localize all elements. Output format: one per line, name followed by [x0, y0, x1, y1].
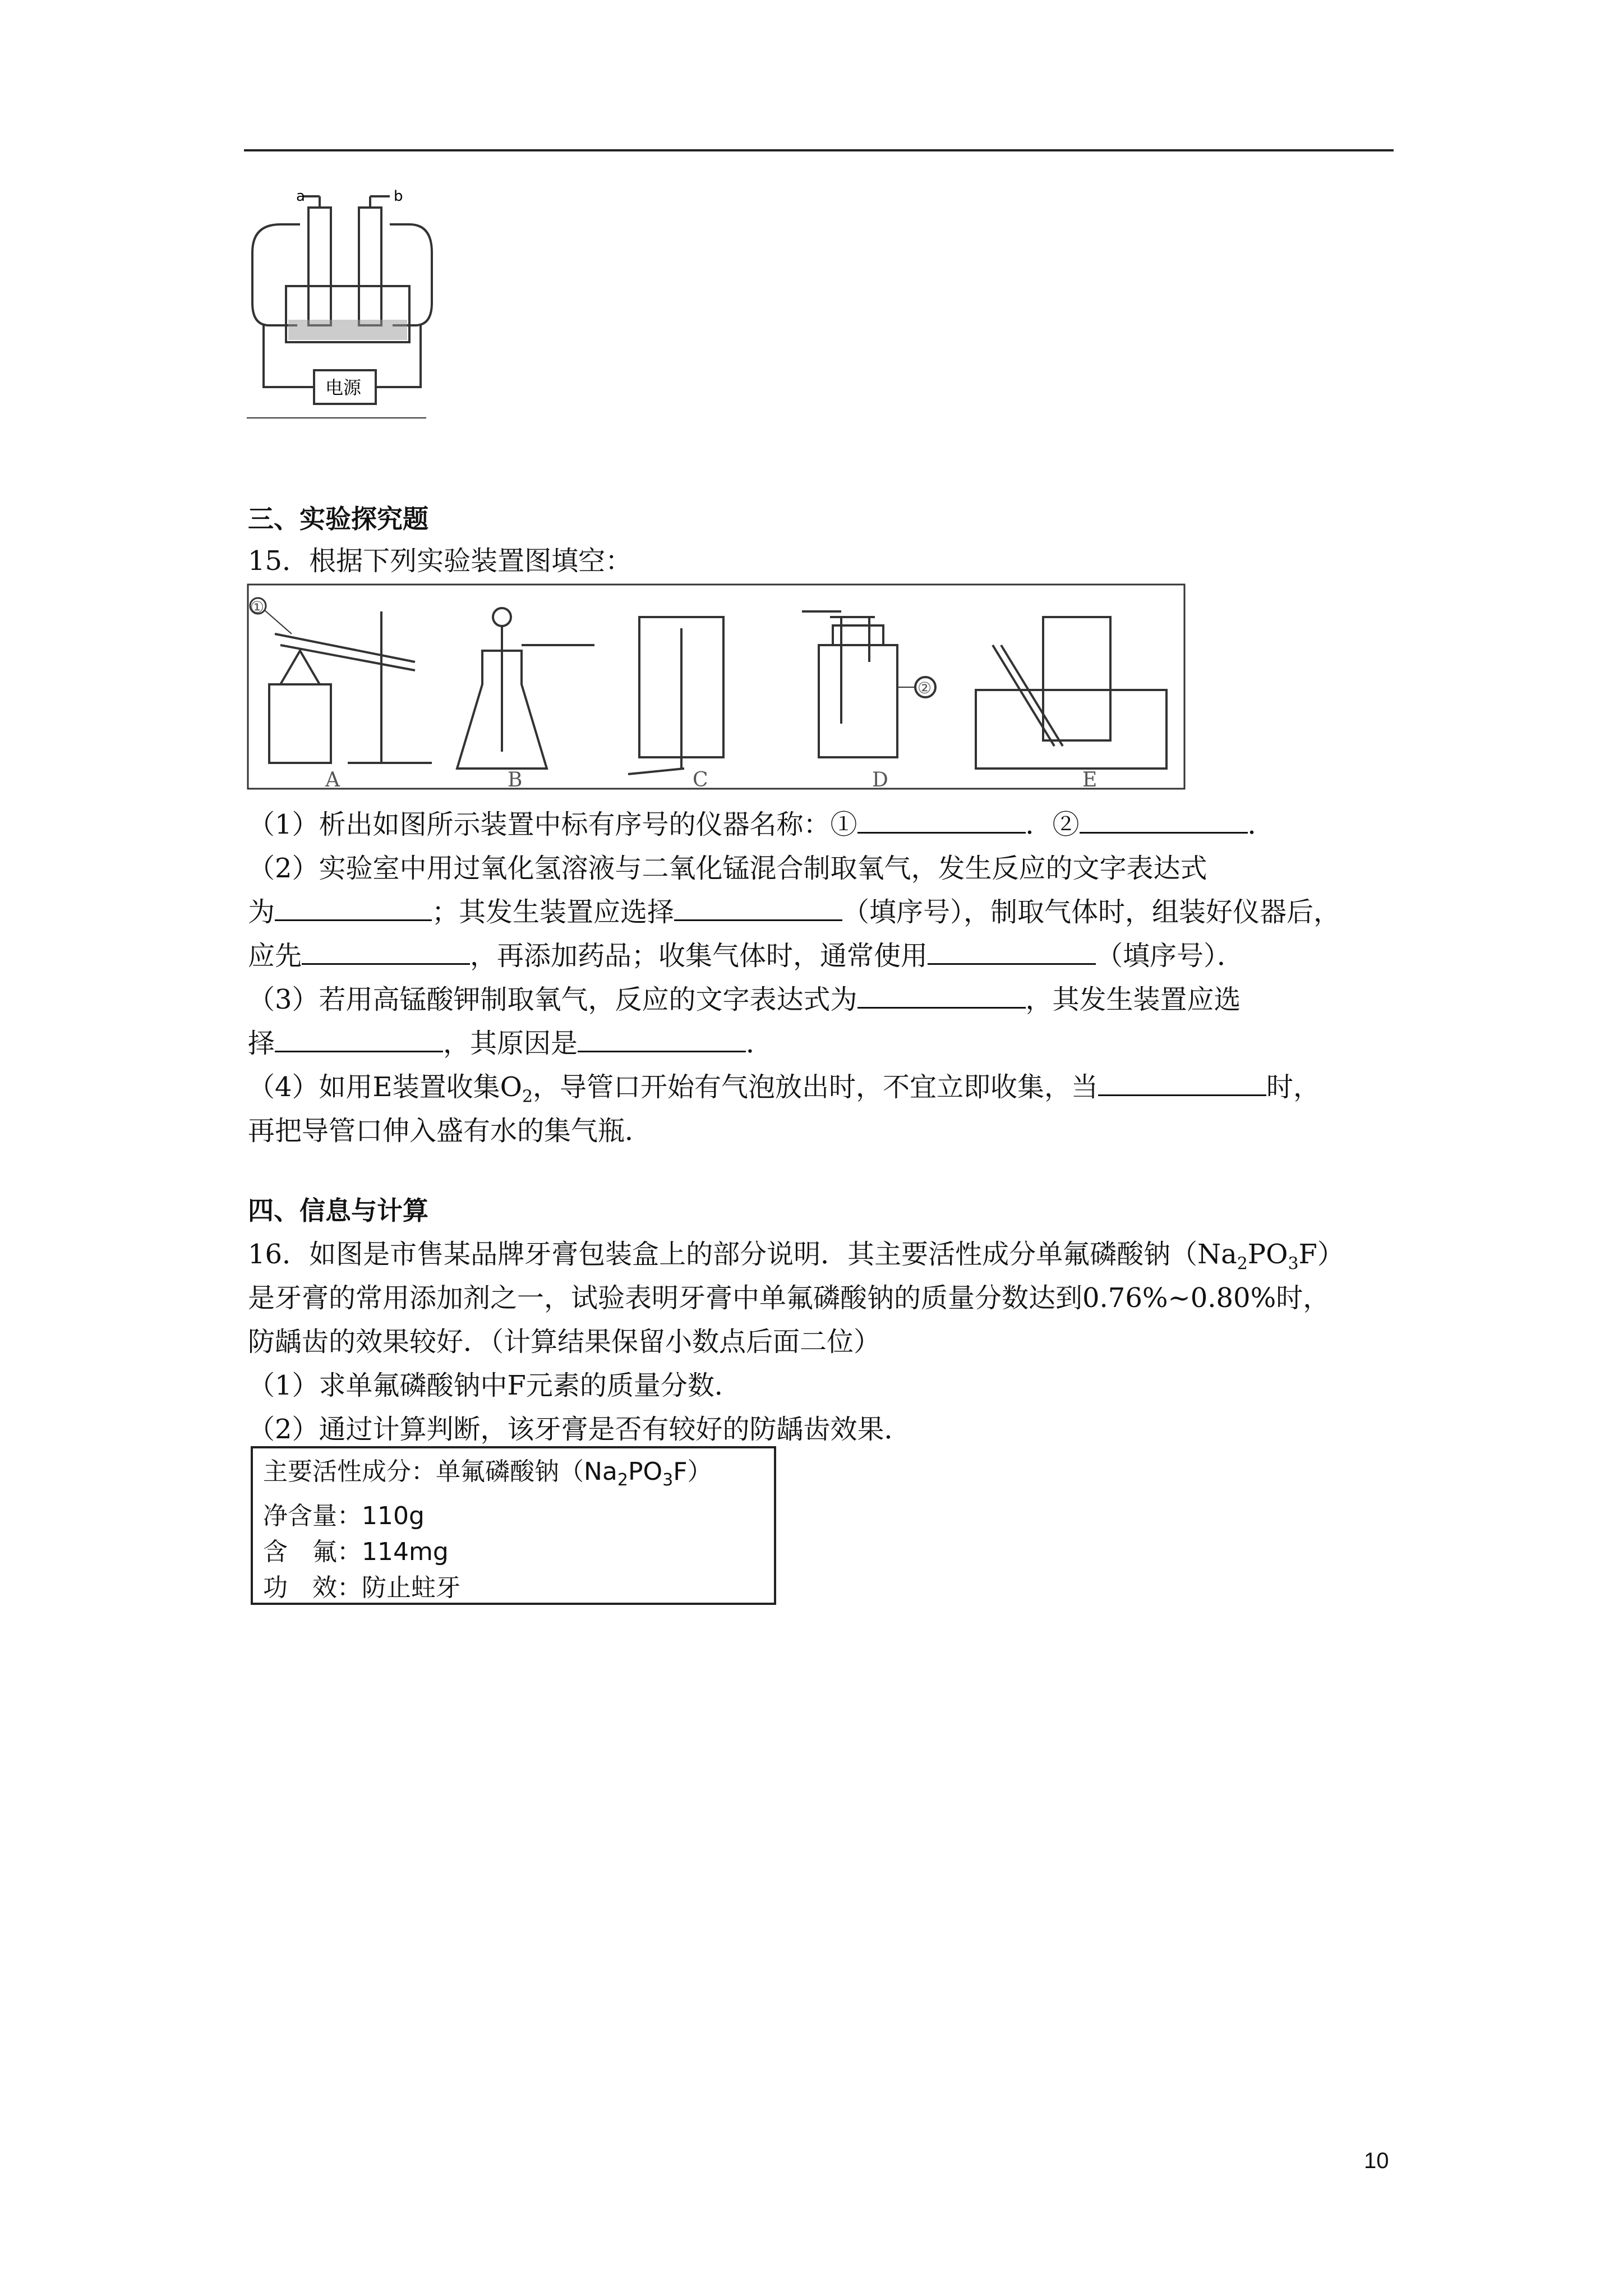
q16-part2: （2）通过计算判断，该牙膏是否有较好的防龋齿效果． [248, 1414, 911, 1445]
answer-blank[interactable] [302, 941, 470, 965]
electrolysis-figure [247, 185, 437, 421]
q15-part2-line2: 为 ；其发生装置应选择 （填序号），制取气体时，组装好仪器后， [248, 896, 1341, 928]
answer-blank[interactable] [857, 809, 1026, 834]
q16-line3: 防龋齿的效果较好．（计算结果保留小数点后面二位） [248, 1326, 881, 1358]
figure1-label-a: a [296, 188, 305, 205]
answer-blank[interactable] [928, 941, 1096, 965]
q15-part4-line1: （4）如用E装置收集$O_2$，导管口开始有气泡放出时，不宜立即收集，当 时， [248, 1071, 1321, 1107]
q16-line1: 16．如图是市售某品牌牙膏包装盒上的部分说明．其主要活性成分单氟磷酸钠$(Na_2PO_3F)$ [248, 1239, 1344, 1274]
answer-blank[interactable] [578, 1028, 746, 1052]
q15-part2-line1: （2）实验室中用过氧化氢溶液与二氧化锰混合制取氧气，发生反应的文字表达式 [248, 853, 1207, 884]
header-rule [244, 149, 1394, 151]
section3-heading: 三、实验探究题 [248, 504, 428, 534]
label-line-2: 净含量：110g [263, 1501, 425, 1530]
label-A: A [325, 769, 340, 791]
q16-part1: （1）求单氟磷酸钠中F元素的质量分数． [248, 1370, 741, 1401]
label-E: E [1082, 769, 1098, 791]
q15-part3-line2: 择 ，其原因是 ． [248, 1028, 773, 1059]
answer-blank[interactable] [275, 897, 432, 921]
page-number: 10 [1364, 2148, 1389, 2173]
q15-part2-line3: 应先 ，再添加药品；收集气体时，通常使用 （填序号）． [248, 940, 1244, 972]
answer-blank[interactable] [1098, 1072, 1266, 1096]
label-line-1: 主要活性成分：单氟磷酸钠$(Na_2PO_3F)$ [263, 1457, 712, 1490]
marker-1: ① [250, 598, 265, 616]
power-label: 电源 [325, 377, 362, 398]
apparatus-labels [325, 769, 1097, 791]
marker-2: ② [917, 679, 932, 697]
toothpaste-label-box [251, 1446, 776, 1605]
question-15: 15．根据下列实验装置图填空： [248, 545, 633, 577]
label-B: B [508, 769, 523, 791]
section4-heading: 四、信息与计算 [248, 1195, 428, 1226]
label-C: C [693, 769, 708, 791]
answer-blank[interactable] [275, 1028, 443, 1052]
label-line-4: 功 效：防止蛀牙 [263, 1573, 460, 1602]
apparatus-figure [247, 583, 1186, 791]
figure1-label-b: b [394, 188, 403, 205]
q15-part3-line1: （3）若用高锰酸钾制取氧气，反应的文字表达式为 ，其发生装置应选 [248, 984, 1241, 1015]
answer-blank[interactable] [674, 897, 842, 921]
label-line-3: 含 氟：114mg [263, 1537, 449, 1566]
q16-line2: 是牙膏的常用添加剂之一，试验表明牙膏中单氟磷酸钠的质量分数达到0.76%~0.80%时， [248, 1282, 1330, 1314]
answer-blank[interactable] [1080, 809, 1248, 834]
label-D: D [872, 769, 888, 791]
answer-blank[interactable] [857, 984, 1026, 1009]
q15-part1: （1）析出如图所示装置中标有序号的仪器名称：① ．② ． [248, 809, 1275, 840]
q15-part4-line2: 再把导管口伸入盛有水的集气瓶． [248, 1115, 652, 1147]
